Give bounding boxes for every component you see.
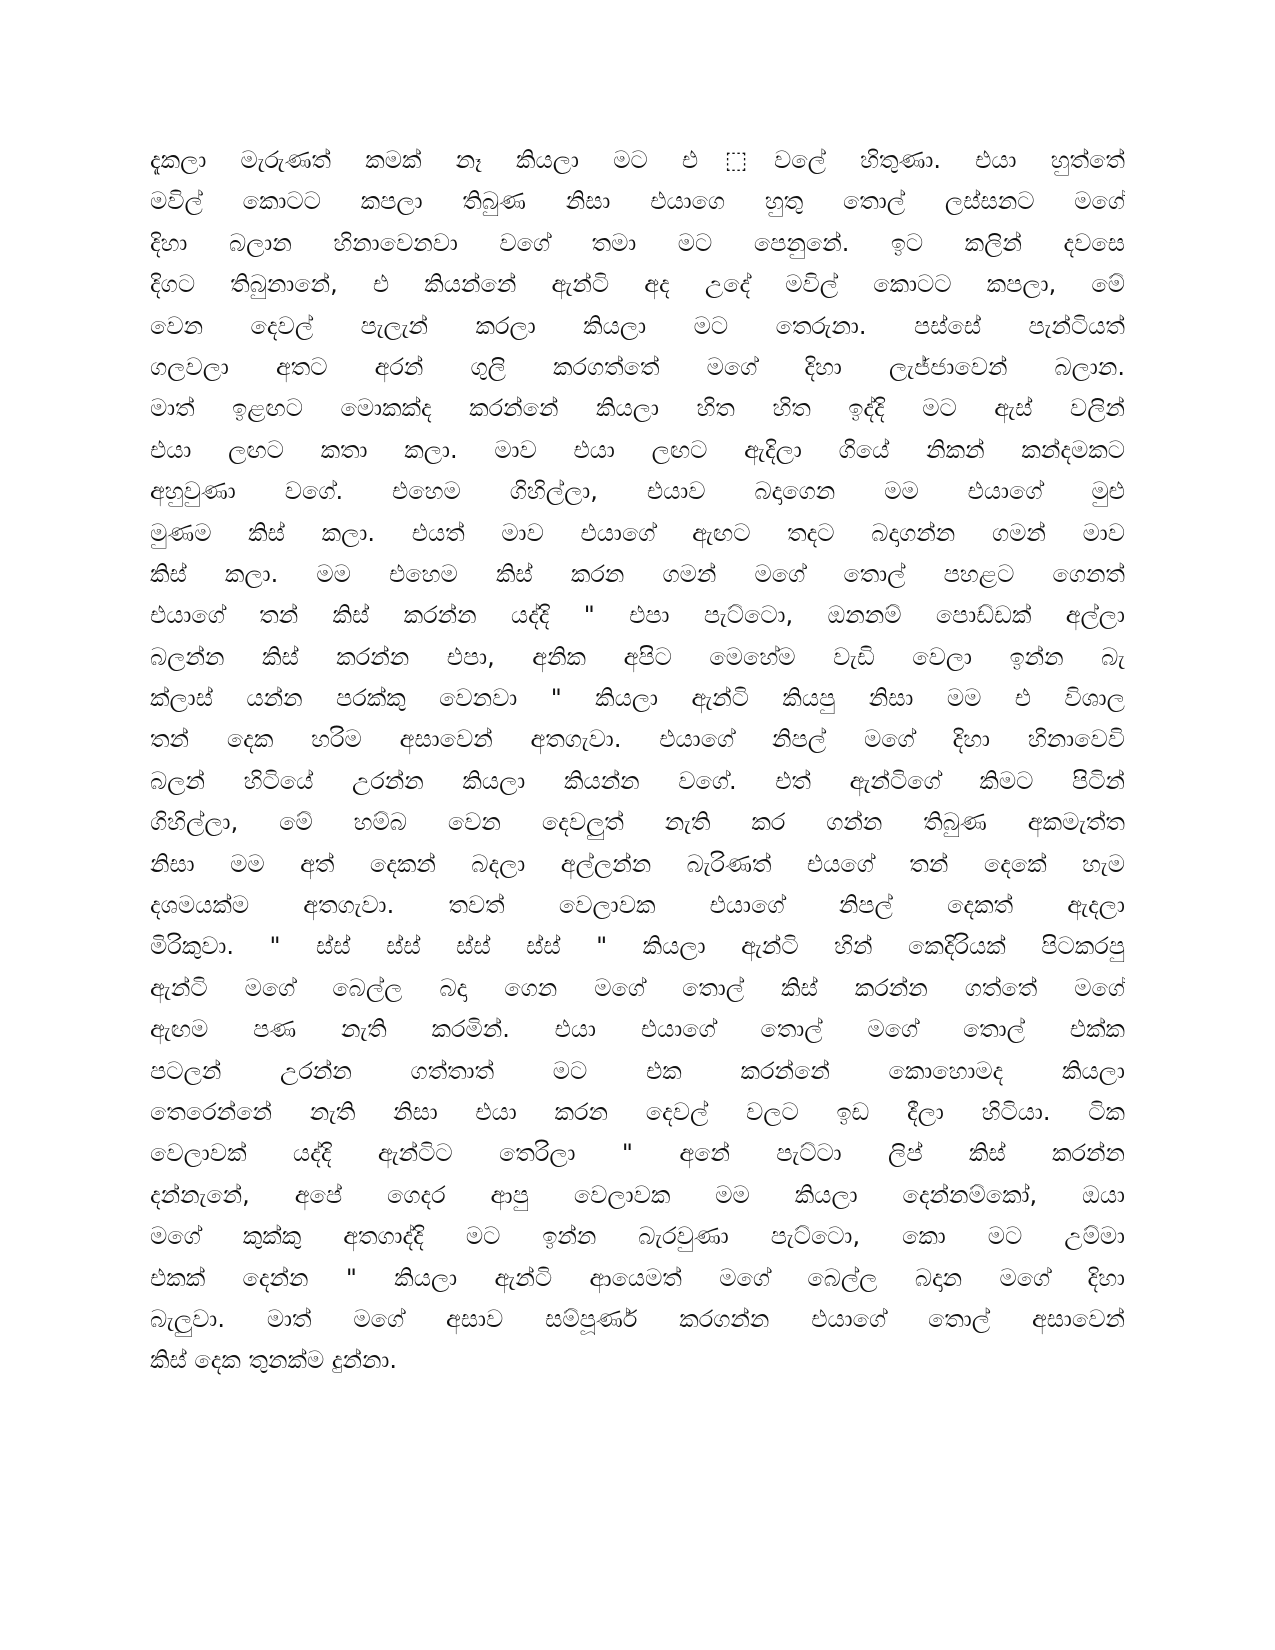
text-line: මවිල් කොටට කපලා තිබුණ නිසා එයාගෙ හුතු තොල් ලස්සනට මගේ [150,187,1125,216]
text-line: එයාගේ තන් කිස් කරන්න යද්දි " එපා පැට්ටො, ඔනනම් පොඩ්ඩක් අල්ලා [150,601,1125,630]
text-line: මිරිකුවා. " ස්ස් ස්ස් ස්ස් ස්ස් " කියලා ඇන්ටි හින් කෙදිරියක් පිටකරපු [150,932,1125,961]
text-line: ඇන්ටි මගේ බෙල්ල බදා ගෙන මගේ තොල් කිස් කරන්න ගත්තේ මගේ [150,973,1125,1002]
text-line: එකක් දෙන්න " කියලා ඇන්ටි ආයෙමත් මගේ බෙල්ල බදාන මගේ දිහා [150,1263,1125,1292]
text-line: නිසා මම අත් දෙකන් බදලා අල්ලන්න බැරිණත් එයගේ තන් දෙකේ හැම [150,849,1125,878]
text-line-last: කිස් දෙක තුනක්ම දුන්නා. [150,1346,397,1375]
text-line: බලන් හිටියේ උරන්න කියලා කියන්න වගේ. එත් ඇන්ටිගේ කිමට පිටින් [150,766,1125,795]
text-line: පටලන් උරන්න ගත්තාත් මට එක කරන්නේ කොහොමද කියලා [150,1056,1125,1085]
text-line: ඇඟම පණ නැති කරමින්. එයා එයාගේ තොල් මගේ තොල් එක්ක [150,1015,1125,1044]
text-line: දශමයක්ම අතගැවා. තවත් වෙලාවක එයාගේ නිපල් දෙකත් ඇදලා [150,891,1125,920]
text-line: දැකලා මැරුණත් කමක් නෑ කියලා මට එ⬚වලේ හිතුණා. එයා හුත්තේ [150,146,1125,174]
text-line: මුණම කිස් කලා. එයත් මාව එයාගේ ඇඟට තදට බදාගන්න ගමන් මාව [150,518,1125,547]
text-line: දිගට තිබුනානේ, එ කියන්නේ ඇන්ටි අද උදේ මවිල් කොටට කපලා, මේ [150,270,1125,299]
text-line: තෙරෙන්නේ නැති නිසා එයා කරන දෙවල් වලට ඉඩ දීලා හිටියා. ටික [150,1097,1125,1126]
text-line: කිස් කලා. මම එහෙම කිස් කරන ගමන් මගේ තොල් පහළට ගෙනත් [150,559,1125,588]
text-line: දන්නැනේ, අපේ ගෙදර ආපු වෙලාවක මම කියලා දෙන්නම්කෝ, ඔයා [150,1180,1125,1209]
text-line: වෙලාවක් යද්දි ඇන්ටිට තෙරිලා " අනේ පැට්ටා ලිප් කිස් කරන්න [150,1139,1125,1168]
text-line: ගලවලා අතට අරන් ගුලි කරගත්තේ මගේ දිහා ලැජ්ජාවෙන් බලාන. [150,352,1125,381]
text-line: ගිහිල්ලා, මේ හම්බ වෙන දෙවලුත් නැති කර ගන්න තිබුණ අකමැත්ත [150,808,1125,837]
text-line: තන් දෙක හරිම අසාවෙන් අතගැවා. එයාගේ නිපල් මගේ දිහා හිනාවෙවි [150,725,1125,754]
body-text [150,140,1125,1382]
text-line: බලන්න කිස් කරන්න එපා, අනික අපිට මෙහේම වැඩි වෙලා ඉන්න බැ [150,642,1125,671]
text-line: ක්ලාස් යන්න පරක්කු වෙනවා " කියලා ඇන්ටි කියපු නිසා මම එ විශාල [150,684,1125,713]
text-line: දිහා බලාන හිනාවෙනවා වගේ තමා මට පෙනුනේ. ඉට කලින් දවසෙ [150,228,1125,257]
text-line: මාත් ඉළඟට මොකක්ද කරන්නේ කියලා හිත හිත ඉද්දි මට ඇස් වලින් [150,394,1125,423]
text-line: එයා ලඟට කතා කලා. මාව එයා ලඟට ඇදිලා ගියේ නිකන් කන්දමකට [150,435,1125,464]
text-line: වෙන දෙවල් පැලැන් කරලා කියලා මට තෙරුනා. පස්සේ පැන්ටියත් [150,311,1125,340]
text-line: මගේ කුක්කු අතගාද්දි මට ඉන්න බැරවුණා පැට්ටො, කො මට උම්මා [150,1222,1125,1251]
text-line: අහුවුණා වගේ. එහෙම ගිහිල්ලා, එයාව බදාගෙන මම එයාගේ මුළු [150,477,1125,506]
text-line: බැලුවා. මාත් මගේ අසාව සම්පූර්ණ කරගන්න එයාගේ තොල් අසාවෙන් [150,1304,1125,1333]
